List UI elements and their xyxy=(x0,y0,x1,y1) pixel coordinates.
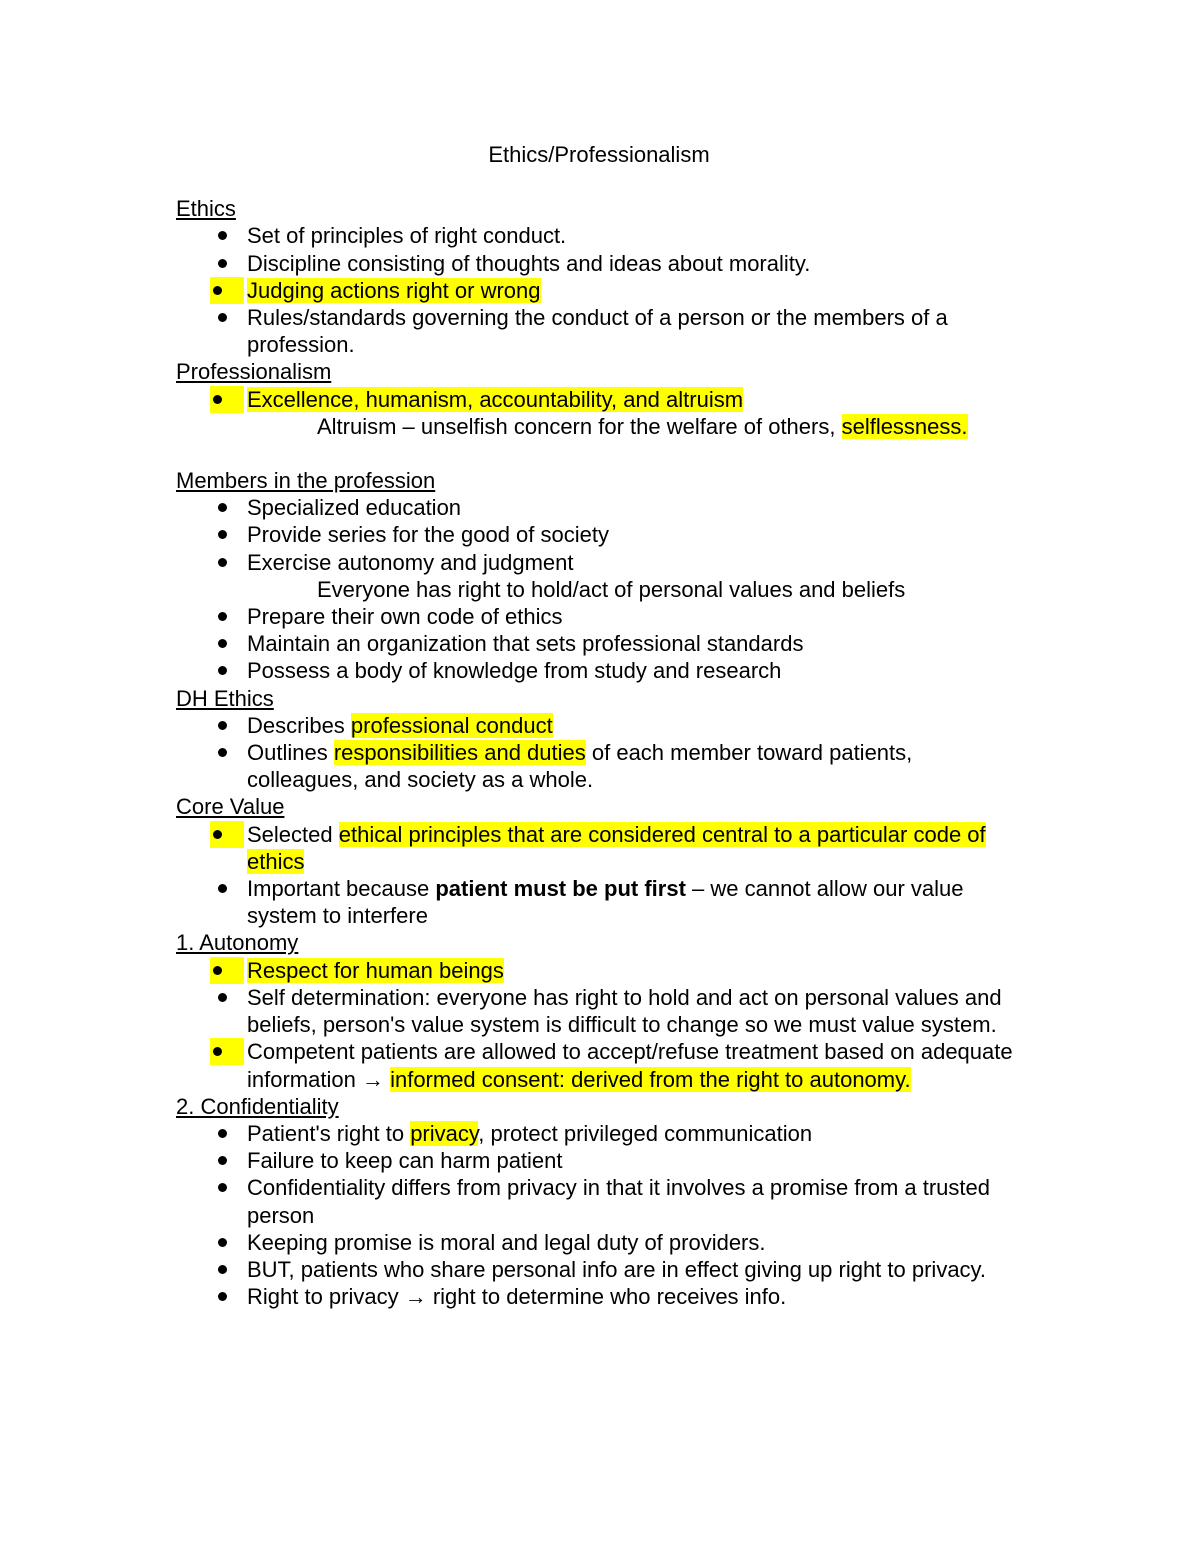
ethics-list xyxy=(176,222,1026,358)
bullet-icon xyxy=(212,304,232,322)
list-item: Provide series for the good of society xyxy=(176,521,1026,548)
highlight: professional conduct xyxy=(350,712,553,738)
list-item: Set of principles of right conduct. xyxy=(176,222,1026,249)
core-value-list xyxy=(176,821,1026,930)
list-item: Selected ethical principles that are considered central to a particular code of ethics xyxy=(176,821,1026,875)
bold-text: patient must be put first xyxy=(435,876,686,902)
list-item: Competent patients are allowed to accept/refuse treatment based on adequate information → informed consent: derived from the right to autonomy. xyxy=(176,1038,1026,1092)
bullet-icon xyxy=(212,1147,232,1165)
bullet-icon xyxy=(212,657,232,675)
list-item: Self determination: everyone has right to hold and act on personal values and beliefs, person's value system is difficult to change so we must value system. xyxy=(176,984,1026,1038)
values-note: Everyone has right to hold/act of personal values and beliefs xyxy=(317,576,906,602)
bullet-icon xyxy=(210,386,244,413)
highlight: informed consent: derived from the right to autonomy. xyxy=(390,1066,911,1092)
highlight: Judging actions right or wrong xyxy=(247,277,541,303)
list-item: Prepare their own code of ethics xyxy=(176,603,1026,630)
altruism-note: Altruism – unselfish concern for the welfare of others, selflessness. xyxy=(317,413,968,439)
list-item: Possess a body of knowledge from study and research xyxy=(176,657,1026,684)
members-list-cont xyxy=(176,603,1026,685)
list-item: Rules/standards governing the conduct of a person or the members of a profession. xyxy=(176,304,1026,358)
heading-core-value: Core Value xyxy=(176,794,285,820)
list-item xyxy=(176,277,1026,304)
heading-members: Members in the profession xyxy=(176,468,436,494)
highlight: Respect for human beings xyxy=(247,957,504,983)
list-item: Failure to keep can harm patient xyxy=(176,1147,1026,1174)
professionalism-list xyxy=(176,386,1026,413)
bullet-icon xyxy=(212,984,232,1002)
highlight: ethical principles that are considered central to a particular code of ethics xyxy=(247,821,986,874)
bullet-icon xyxy=(212,875,232,893)
bullet-icon xyxy=(212,250,232,268)
list-item: Confidentiality differs from privacy in that it involves a promise from a trusted person xyxy=(176,1174,1026,1228)
heading-professionalism: Professionalism xyxy=(176,359,332,385)
heading-confidentiality: 2. Confidentiality xyxy=(176,1093,339,1119)
list-item: Right to privacy → right to determine who receives info. xyxy=(176,1283,1026,1310)
bullet-icon xyxy=(210,277,244,304)
highlight: selflessness. xyxy=(841,413,968,439)
bullet-icon xyxy=(212,521,232,539)
list-item: BUT, patients who share personal info are in effect giving up right to privacy. xyxy=(176,1256,1026,1283)
document-page xyxy=(176,141,1026,1310)
arrow-icon: → xyxy=(361,1066,384,1092)
autonomy-list xyxy=(176,957,1026,1093)
list-item: Important because patient must be put first – we cannot allow our value system to interfere xyxy=(176,875,1026,929)
list-item: Keeping promise is moral and legal duty of providers. xyxy=(176,1229,1026,1256)
list-item xyxy=(176,957,1026,984)
bullet-icon xyxy=(212,1120,232,1138)
bullet-icon xyxy=(212,1256,232,1274)
list-item: Describes professional conduct xyxy=(176,712,1026,739)
bullet-icon xyxy=(210,821,244,848)
bullet-icon xyxy=(210,1038,244,1065)
highlight: responsibilities and duties xyxy=(333,740,586,766)
bullet-icon xyxy=(212,1174,232,1192)
list-item: Maintain an organization that sets professional standards xyxy=(176,630,1026,657)
bullet-icon xyxy=(212,494,232,512)
list-item: Exercise autonomy and judgment xyxy=(176,549,1026,576)
bullet-icon xyxy=(212,630,232,648)
list-item xyxy=(176,386,1026,413)
heading-autonomy: 1. Autonomy xyxy=(176,930,299,956)
list-item: Patient's right to privacy, protect privileged communication xyxy=(176,1120,1026,1147)
confidentiality-list xyxy=(176,1120,1026,1310)
bullet-icon xyxy=(212,603,232,621)
dh-ethics-list xyxy=(176,712,1026,794)
heading-dh-ethics: DH Ethics xyxy=(176,685,274,711)
bullet-icon xyxy=(210,957,244,984)
bullet-icon xyxy=(212,712,232,730)
bullet-icon xyxy=(212,1283,232,1301)
document-title: Ethics/Professionalism xyxy=(488,142,710,167)
bullet-icon xyxy=(212,739,232,757)
highlight: privacy xyxy=(410,1120,479,1146)
list-item: Discipline consisting of thoughts and ideas about morality. xyxy=(176,250,1026,277)
members-list xyxy=(176,494,1026,576)
bullet-icon xyxy=(212,222,232,240)
spacer xyxy=(176,440,1026,467)
bullet-icon xyxy=(212,549,232,567)
list-item: Specialized education xyxy=(176,494,1026,521)
bullet-icon xyxy=(212,1229,232,1247)
highlight: Excellence, humanism, accountability, and altruism xyxy=(247,386,744,412)
list-item: Outlines responsibilities and duties of each member toward patients, colleagues, and society as a whole. xyxy=(176,739,1026,793)
arrow-icon: → xyxy=(404,1284,427,1310)
heading-ethics: Ethics xyxy=(176,196,236,222)
